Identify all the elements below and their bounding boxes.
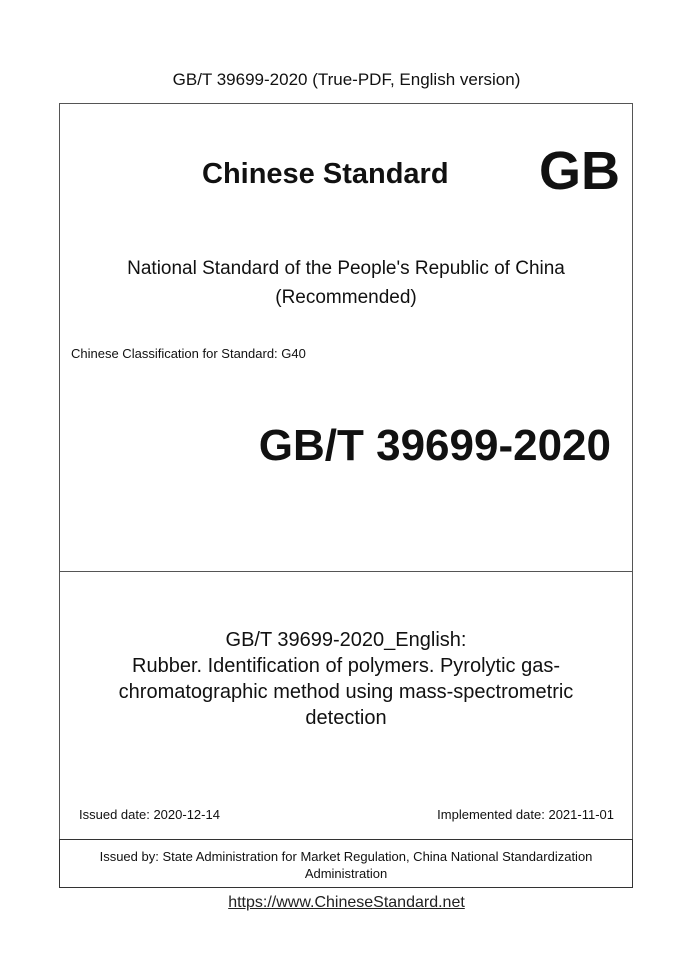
english-title-line: GB/T 39699-2020_English: — [225, 629, 467, 651]
chinese-standard-link[interactable]: https://www.ChineseStandard.net — [228, 894, 465, 911]
issuer-line: Administration — [304, 866, 388, 881]
cover-frame — [59, 103, 633, 888]
issuer-box — [59, 839, 633, 888]
gb-mark: GB — [539, 141, 620, 201]
national-standard-line: National Standard of the People's Republic of China — [127, 258, 565, 279]
classification-label: Chinese Classification for Standard: G40 — [71, 346, 306, 361]
recommended-label: (Recommended) — [275, 287, 417, 308]
english-title-line: chromatographic method using mass-spectrometric — [118, 681, 574, 703]
section-divider — [60, 571, 632, 572]
standard-number: GB/T 39699-2020 — [258, 421, 611, 470]
issuer-line: Issued by: State Administration for Market Regulation, China National Standardization — [99, 849, 593, 864]
footer-link-row — [0, 893, 693, 913]
chinese-standard-heading: Chinese Standard — [202, 158, 449, 190]
english-title-line: detection — [305, 707, 387, 729]
english-title — [60, 627, 632, 731]
implemented-date: Implemented date: 2021-11-01 — [437, 807, 614, 822]
issued-date: Issued date: 2020-12-14 — [79, 807, 220, 822]
english-title-line: Rubber. Identification of polymers. Pyrolytic gas- — [132, 655, 560, 677]
document-header-title: GB/T 39699-2020 (True-PDF, English version) — [172, 70, 521, 89]
